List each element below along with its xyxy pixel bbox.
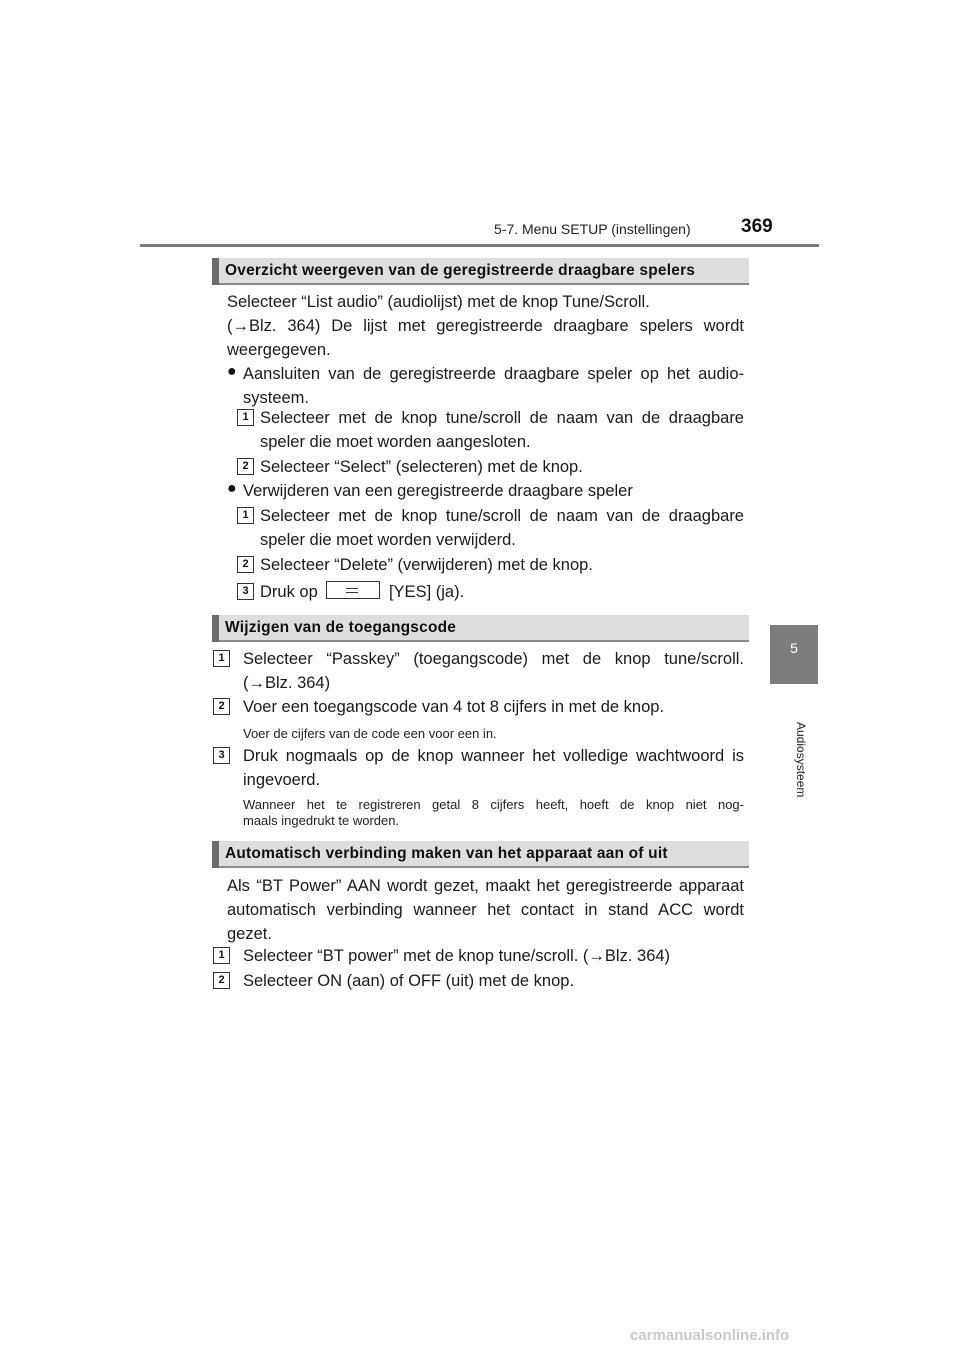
step-text: speler die moet worden aangesloten. [260, 433, 531, 451]
section-heading-bt-power [212, 841, 749, 868]
step-text: Selecteer met de knop tune/scroll de naam van de draagbare [260, 409, 744, 427]
step-text-pre: Druk op [260, 583, 318, 601]
intro-line: (→Blz. 364) De lijst met geregistreerde draagbare spelers wordt [227, 317, 744, 335]
step-number-box: 2 [213, 972, 230, 989]
bullet-icon: ● [227, 480, 237, 497]
watermark: carmanualsonline.info [630, 1327, 790, 1344]
step-number-box: 1 [213, 650, 230, 667]
step-text: Selecteer ON (aan) of OFF (uit) met de knop. [243, 972, 575, 990]
intro-line: automatisch verbinding wanneer het contact in stand ACC wordt [227, 901, 744, 919]
header-rule [140, 244, 819, 247]
step-number-box: 2 [237, 556, 254, 573]
step-text: speler die moet worden verwijderd. [260, 531, 516, 549]
step-text: (→Blz. 364) [243, 674, 331, 692]
step-text: Selecteer “Delete” (verwijderen) met de knop. [260, 556, 593, 574]
section-heading-passkey [212, 615, 749, 642]
bullet-icon: ● [227, 363, 237, 380]
step-text-post: [YES] (ja). [388, 583, 465, 601]
section-header: 5-7. Menu SETUP (instellingen) [494, 221, 691, 237]
chapter-number: 5 [790, 640, 798, 656]
intro-line: gezet. [227, 925, 272, 943]
chapter-label: Audiosysteem [794, 722, 808, 798]
intro-line: Als “BT Power” AAN wordt gezet, maakt het geregistreerde apparaat [227, 877, 744, 895]
bullet-text: Aansluiten van de geregistreerde draagbare speler op het audio- [243, 365, 744, 383]
step-note: Wanneer het te registreren getal 8 cijfers heeft, hoeft de knop niet nog- [243, 797, 744, 812]
step-text: ingevoerd. [243, 771, 321, 789]
step-text: Druk nogmaals op de knop wanneer het volledige wachtwoord is [243, 747, 744, 765]
step-note: maals ingedrukt te worden. [243, 813, 400, 828]
section-heading-overview [212, 258, 749, 285]
bullet-text: systeem. [243, 389, 310, 407]
step-number-box: 3 [213, 747, 230, 764]
page-number: 369 [741, 216, 773, 237]
step-number-box: 1 [237, 507, 254, 524]
step-note: Voer de cijfers van de code een voor een in. [243, 726, 497, 741]
section-heading-text: Wijzigen van de toegangscode [225, 619, 457, 636]
step-text: Voer een toegangscode van 4 tot 8 cijfers in met de knop. [243, 698, 665, 716]
intro-line: Selecteer “List audio” (audiolijst) met de knop Tune/Scroll. [227, 293, 650, 311]
step-text: Selecteer met de knop tune/scroll de naam van de draagbare [260, 507, 744, 525]
step-text: Selecteer “Select” (selecteren) met de knop. [260, 458, 583, 476]
step-number-box: 2 [237, 458, 254, 475]
bullet-text: Verwijderen van een geregistreerde draagbare speler [243, 482, 633, 500]
step-number-box: 3 [237, 583, 254, 600]
minus-button-icon [326, 581, 380, 599]
step-number-box: 1 [237, 409, 254, 426]
step-text [260, 580, 744, 604]
step-number-box: 1 [213, 947, 230, 964]
step-text: Selecteer “BT power” met de knop tune/scroll. (→Blz. 364) [243, 947, 671, 965]
intro-line: weergegeven. [227, 341, 331, 359]
step-number-box: 2 [213, 698, 230, 715]
section-heading-text: Automatisch verbinding maken van het apparaat aan of uit [225, 845, 668, 862]
step-text: Selecteer “Passkey” (toegangscode) met de knop tune/scroll. [243, 650, 744, 668]
section-heading-text: Overzicht weergeven van de geregistreerde draagbare spelers [225, 262, 696, 279]
